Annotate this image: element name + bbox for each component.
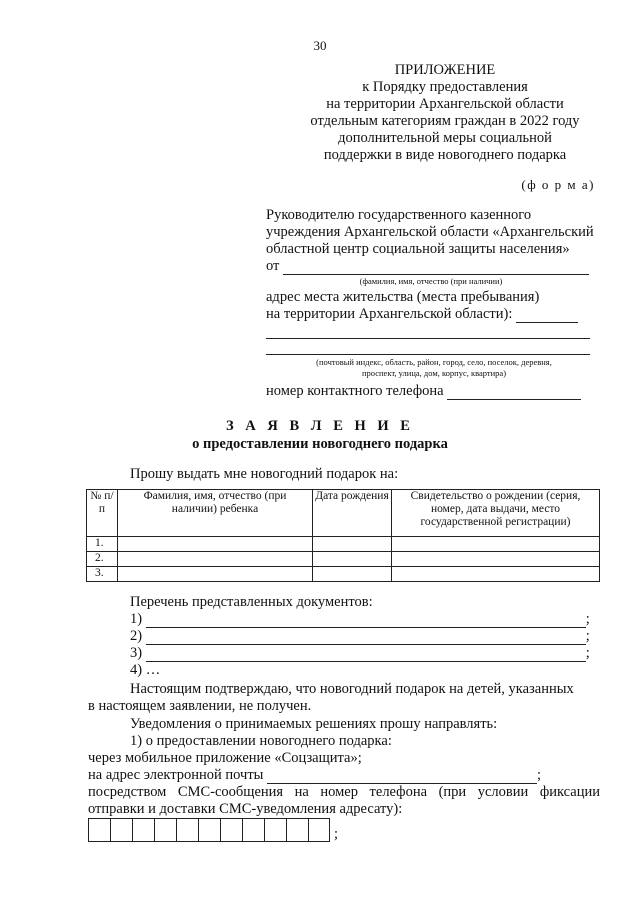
phone-digit-box[interactable] [286,818,308,842]
header-full-name: Фамилия, имя, отчество (при наличии) ребенка [118,490,313,537]
table-cell[interactable] [313,537,392,552]
residence-label: на территории Архангельской области): [266,306,513,322]
phone-digit-box[interactable] [132,818,154,842]
notification-item-1: 1) о предоставлении новогоднего подарка: [130,733,392,749]
document-field-3[interactable] [146,646,586,662]
table-cell[interactable] [313,567,392,582]
from-row [266,258,596,275]
document-field-1[interactable] [146,612,586,628]
row-number: 3. [87,567,118,582]
email-row [88,767,541,784]
addressee-line: Руководителю государственного казенного [266,207,532,223]
phone-digit-box[interactable] [242,818,264,842]
header-number: № п/п [87,490,118,537]
appendix-line: к Порядку предоставления [362,79,528,95]
table-cell[interactable] [118,567,313,582]
table-cell[interactable] [392,567,600,582]
appendix-line: дополнительной меры социальной [338,130,552,146]
postal-hint [266,357,602,379]
statement-subtitle: о предоставлении новогоднего подарка [192,436,448,452]
phone-row [266,383,596,400]
page-number: 30 [313,38,327,53]
phone-digit-box[interactable] [220,818,242,842]
form-label: (ф о р м а) [521,177,595,192]
postal-hint-line: проспект, улица, дом, корпус, квартира) [361,368,507,378]
document-item-4: 4) … [130,662,161,678]
phone-digit-box[interactable] [198,818,220,842]
row-number: 1. [87,537,118,552]
appendix-line: отдельным категориям граждан в 2022 году [310,113,580,129]
row-number: 2. [87,552,118,567]
address-line-2[interactable] [266,354,590,355]
phone-field[interactable] [447,384,581,400]
phone-digit-box[interactable] [88,818,110,842]
header-birth-certificate: Свидетельство о рождении (серия, номер, дата выдачи, место государственной регистрации) [392,490,600,537]
email-label: на адрес электронной почты [88,767,264,783]
phone-digit-box[interactable] [176,818,198,842]
addressee-line: учреждения Архангельской области «Архангельский [266,224,594,240]
document-row-1 [130,611,600,628]
document-field-2[interactable] [146,629,586,645]
addressee-line: областной центр социальной защиты населения» [266,241,570,257]
email-field[interactable] [267,768,537,784]
boxes-suffix: ; [334,826,339,842]
residence-line: адрес места жительства (места пребывания) [266,289,540,305]
sms-line: отправки и доставки СМС-уведомления адресату): [88,801,403,817]
postal-hint-line: (почтовый индекс, область, район, город, село, поселок, деревня, [316,357,552,367]
appendix-title: ПРИЛОЖЕНИЕ [394,62,496,78]
table-cell[interactable] [118,537,313,552]
address-line-1[interactable] [266,338,590,339]
children-table [86,489,600,582]
appendix-block [300,62,590,164]
phone-digit-box[interactable] [264,818,286,842]
appendix-line: на территории Архангельской области [326,96,564,112]
document-row-3 [130,645,600,662]
sms-line: посредством СМС-сообщения на номер телефона (при условии фиксации [88,784,600,800]
phone-label: номер контактного телефона [266,383,444,399]
document-row-2 [130,628,600,645]
table-cell[interactable] [118,552,313,567]
phone-digit-box[interactable] [154,818,176,842]
table-cell[interactable] [392,552,600,567]
addressee-block [266,207,596,258]
phone-digit-boxes [88,818,330,842]
request-text: Прошу выдать мне новогодний подарок на: [130,466,399,482]
phone-digit-box[interactable] [110,818,132,842]
from-hint: (фамилия, имя, отчество (при наличии) [359,276,503,286]
document-suffix: ; [585,628,590,644]
document-number: 3) [130,645,143,661]
from-label: от [266,258,280,274]
table-cell[interactable] [313,552,392,567]
confirmation-line: Настоящим подтверждаю, что новогодний подарок на детей, указанных [130,681,574,697]
statement-title: З А Я В Л Е Н И Е [226,418,414,434]
table-row [87,537,600,552]
table-row [87,567,600,582]
residence-row [266,306,596,323]
notifications-heading: Уведомления о принимаемых решениях прошу направлять: [130,716,498,732]
table-cell[interactable] [392,537,600,552]
document-suffix: ; [585,645,590,661]
confirmation-line: в настоящем заявлении, не получен. [88,698,312,714]
document-number: 2) [130,628,143,644]
table-row [87,552,600,567]
email-suffix: ; [537,767,542,783]
document-suffix: ; [585,611,590,627]
document-number: 1) [130,611,143,627]
from-name-field[interactable] [283,259,589,275]
table-header-row [87,490,600,537]
mobile-app-option: через мобильное приложение «Соцзащита»; [88,750,362,766]
header-birth-date: Дата рождения [313,490,392,537]
documents-heading: Перечень представленных документов: [130,594,373,610]
appendix-line: поддержки в виде новогоднего подарка [323,147,567,163]
phone-digit-box[interactable] [308,818,330,842]
residence-field[interactable] [516,307,578,323]
